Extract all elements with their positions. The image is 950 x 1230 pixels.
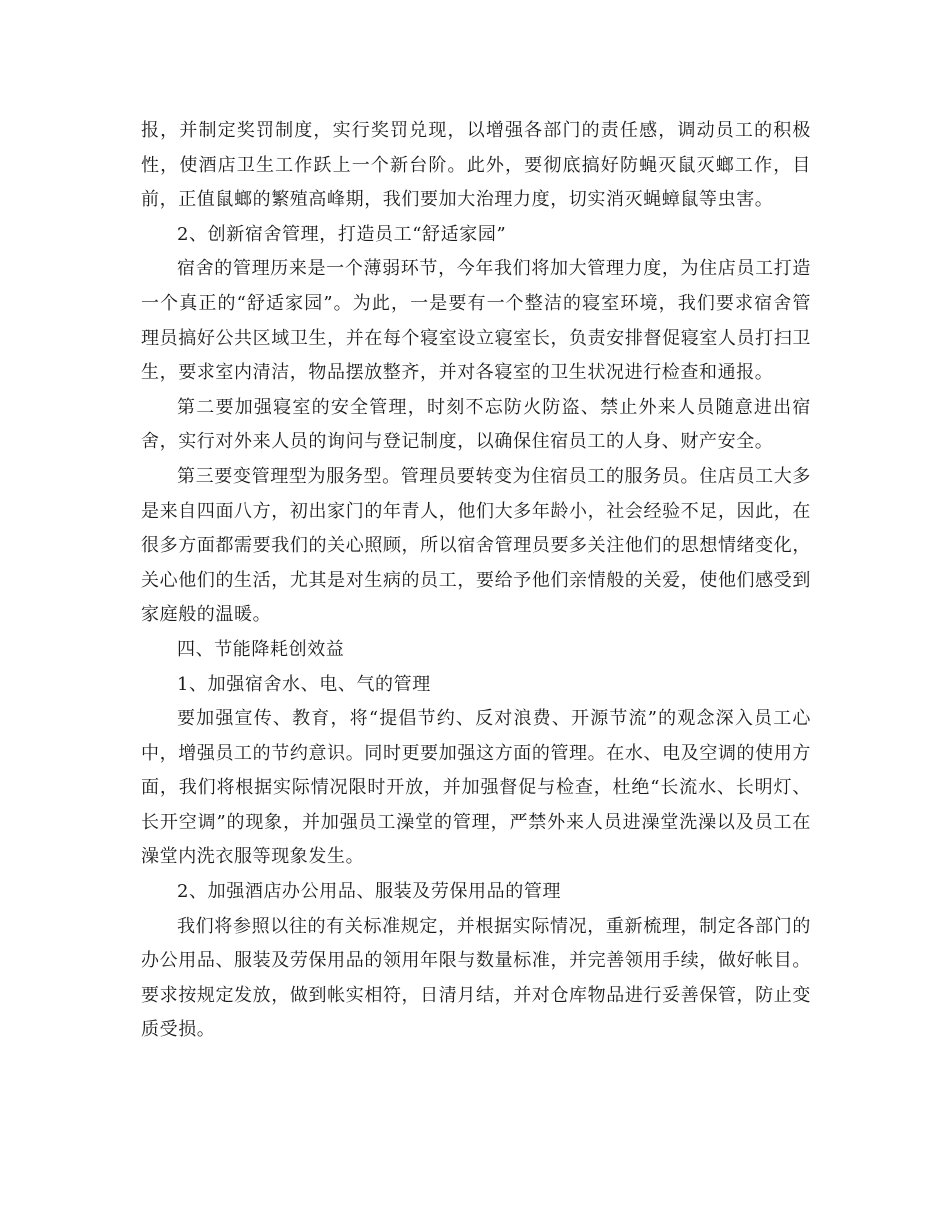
paragraph-supplies: 我们将参照以往的有关标准规定，并根据实际情况，重新梳理，制定各部门的办公用品、服装及劳保用品的领用年限与数量标准，并完善领用手续，做好帐目。要求按规定发放，做到帐实相符，日清月结，并对仓库物品进行妥善保管，防止变质受损。: [141, 915, 811, 1041]
paragraph-dormitory-service: 第三要变管理型为服务型。管理员要转变为住宿员工的服务员。住店员工大多是来自四面八方，初出家门的年青人，他们大多年龄小，社会经验不足，因此，在很多方面都需要我们的关心照顾，所以宿舍管理员要多关注他们的思想情绪变化，关心他们的生活，尤其是对生病的员工，要给予他们亲情般的关爱，使他们感受到家庭般的温暖。: [141, 465, 811, 626]
section-heading-energy: 四、节能降耗创效益: [177, 638, 345, 660]
subheading-utilities: 1、加强宿舍水、电、气的管理: [177, 673, 431, 695]
subheading-supplies: 2、加强酒店办公用品、服装及劳保用品的管理: [177, 881, 562, 903]
paragraph-dormitory-intro: 宿舍的管理历来是一个薄弱环节，今年我们将加大管理力度，为住店员工打造一个真正的“舒适家园”。为此，一是要有一个整洁的寝室环境，我们要求宿舍管理员搞好公共区域卫生，并在每个寝室设立寝室长，负责安排督促寝室人员打扫卫生，要求室内清洁，物品摆放整齐，并对各寝室的卫生状况进行检查和通报。: [141, 258, 811, 384]
paragraph-dormitory-safety: 第二要加强寝室的安全管理，时刻不忘防火防盗、禁止外来人员随意进出宿舍，实行对外来人员的询问与登记制度，以确保住宿员工的人身、财产安全。: [141, 396, 811, 453]
section-heading-dormitory: 2、创新宿舍管理，打造员工“舒适家园”: [177, 223, 507, 245]
document-body: [141, 114, 811, 1048]
paragraph-utilities: 要加强宣传、教育，将“提倡节约、反对浪费、开源节流”的观念深入员工心中，增强员工的节约意识。同时更要加强这方面的管理。在水、电及空调的使用方面，我们将根据实际情况限时开放，并加强督促与检查，杜绝“长流水、长明灯、长开空调”的现象，并加强员工澡堂的管理，严禁外来人员进澡堂洗澡以及员工在澡堂内洗衣服等现象发生。: [141, 708, 811, 868]
paragraph-1: 报，并制定奖罚制度，实行奖罚兑现，以增强各部门的责任感，调动员工的积极性，使酒店卫生工作跃上一个新台阶。此外，要彻底搞好防蝇灭鼠灭螂工作，目前，正值鼠螂的繁殖高峰期，我们要加大治理力度，切实消灭蝇蟑鼠等虫害。: [141, 120, 811, 211]
